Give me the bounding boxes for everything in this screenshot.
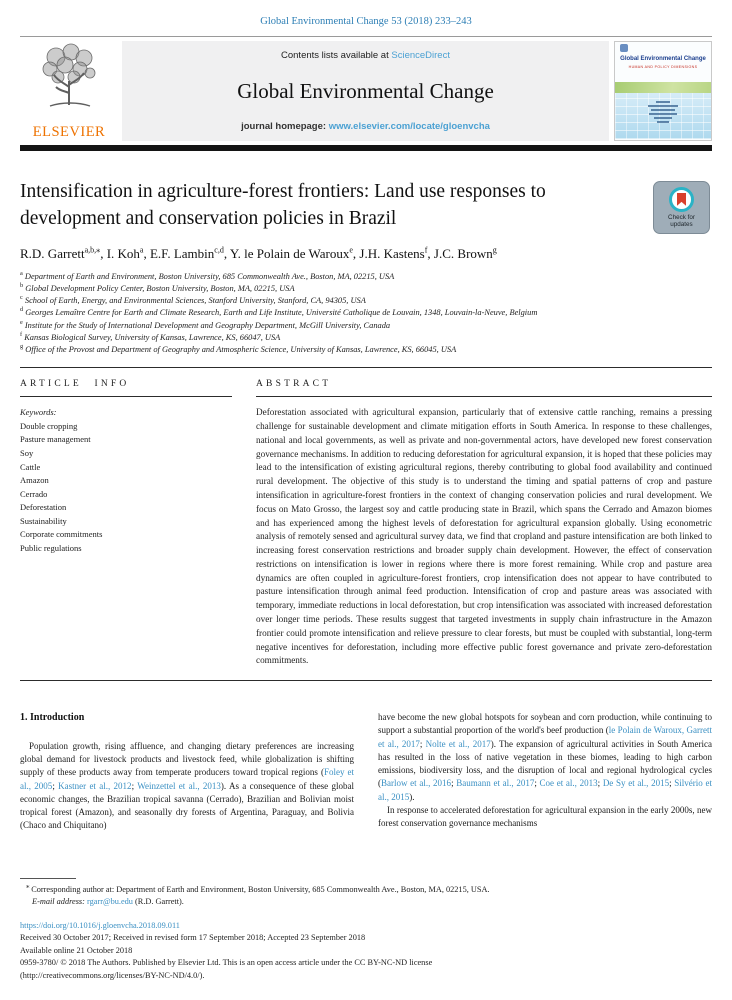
citation-link[interactable]: Barlow et al., 2016	[381, 778, 452, 789]
keyword-item: Amazon	[20, 475, 49, 486]
journal-title: Global Environmental Change	[237, 78, 494, 103]
cover-globe-art	[615, 93, 711, 139]
citation-link[interactable]: Foley et al., 2005	[20, 767, 354, 791]
check-for-updates-badge[interactable]	[653, 181, 710, 234]
license-url-line: (http://creativecommons.org/licenses/BY-NC-ND/4.0/).	[20, 970, 205, 980]
journal-masthead	[20, 41, 712, 141]
masthead-center-panel	[122, 41, 609, 141]
text-segment: Y. le Polain de Waroux	[229, 245, 350, 261]
keywords-block	[20, 406, 232, 556]
contents-prefix-text: Contents lists available at	[281, 50, 392, 61]
cover-journal-title: Global Environmental Change	[620, 56, 706, 62]
doi-history-block	[20, 920, 712, 982]
title-block	[20, 179, 712, 233]
text-segment: ). The expansion of agricultural activities in South America has resulted in the loss of native vegetation in these biomes, leading to high carbon emissions, biodiversity loss, and the disruption of local and regional hydrological cycles (	[378, 738, 712, 789]
text-segment: ;	[419, 738, 426, 749]
keyword-item: Pasture management	[20, 434, 91, 445]
text-segment: have become the new global hotspots for soybean and corn production, while continuing to support a substantial proportion of the world's beef production (	[378, 712, 712, 736]
journal-homepage-line	[130, 121, 601, 132]
keyword-item: Deforestation	[20, 502, 67, 513]
crossmark-circle-icon	[669, 187, 694, 212]
affiliation-item: $^b$ Global Development Policy Center, Boston University, Boston, MA, 02215, USA	[20, 282, 295, 293]
text-segment: a	[139, 245, 144, 255]
article-body	[20, 711, 712, 832]
cover-logo-mark	[620, 44, 628, 52]
abstract-divider	[20, 680, 712, 681]
keyword-item: Sustainability	[20, 515, 67, 526]
keywords-list	[20, 420, 232, 556]
citation-link[interactable]: Nolte et al., 2017	[425, 738, 491, 749]
abstract-column	[256, 368, 712, 668]
text-segment: e	[349, 245, 353, 255]
article-info-column	[20, 368, 232, 668]
sciencedirect-link[interactable]: ScienceDirect	[391, 50, 450, 61]
text-segment: Population growth, rising affluence, and changing dietary preferences are increasing global demand for livestock products and livestock feed, while globalization is shifting supply of these products away from temperate producers toward tropical regions (	[20, 740, 354, 778]
keyword-item: Cattle	[20, 461, 41, 472]
cover-text-placeholder	[648, 101, 678, 123]
text-segment: J.H. Kastens	[359, 245, 425, 261]
text-segment: E-mail address:	[32, 897, 87, 907]
text-segment: ,	[100, 245, 107, 261]
text-segment: ,	[223, 245, 230, 261]
citation-link[interactable]: De Sy et al., 2015	[602, 778, 670, 789]
affiliation-item: $^e$ Institute for the Study of International Development and Geography Department, McGill University, Canada	[20, 318, 391, 330]
elsevier-logo	[20, 41, 122, 141]
contents-lists-line	[130, 50, 601, 61]
body-column-right	[378, 711, 712, 832]
crossmark-bookmark-icon	[677, 193, 686, 206]
text-segment: ;	[669, 778, 675, 789]
keyword-item: Cerrado	[20, 488, 48, 499]
text-segment: f	[424, 245, 428, 255]
cover-journal-subtitle: HUMAN AND POLICY DIMENSIONS	[628, 64, 698, 69]
text-segment: Corresponding author at: Department of Earth and Environment, Boston University, 685 Commonwealth Ave., Boston, MA, 02215, USA.	[31, 884, 490, 894]
citation-link[interactable]: Coe et al., 2013	[539, 778, 598, 789]
text-segment: ;	[131, 780, 138, 791]
citation-link[interactable]: Weinzettel et al., 2013	[137, 780, 221, 791]
homepage-url-link[interactable]: www.elsevier.com/locate/gloenvcha	[328, 121, 490, 132]
citation-link[interactable]: le Polain de Waroux, Garrett et al., 2017	[378, 725, 713, 749]
elsevier-tree-icon	[38, 43, 100, 111]
keyword-item: Double cropping	[20, 420, 78, 431]
journal-citation-line: Global Environmental Change 53 (2018) 233–243	[260, 16, 472, 27]
introduction-heading: 1. Introduction	[20, 712, 85, 724]
keyword-item: Soy	[20, 447, 34, 458]
intro-paragraph-right	[378, 711, 712, 804]
text-segment: a,b,⁎	[84, 245, 101, 255]
doi-link[interactable]: https://doi.org/10.1016/j.gloenvcha.2018.09.011	[20, 920, 180, 930]
text-segment: ). As a consequence of these global economic changes, the Brazilian tropical savanna (Cerrado), Brazilian and Bolivian moist tropical forest (Amazon), and seasonally dry forests of Argentina, Paraguay, and Bolivia (Chaco and Chiquitano)	[20, 780, 354, 831]
text-segment: R.D. Garrett	[20, 245, 85, 261]
text-segment: E.F. Lambin	[149, 245, 215, 261]
text-segment: ,	[352, 245, 360, 261]
citation-link[interactable]: Silvério et al., 2015	[378, 778, 712, 802]
homepage-prefix-text: journal homepage:	[241, 121, 329, 132]
text-segment: ;	[52, 780, 59, 791]
article-info-header: ARTICLE INFO	[20, 368, 232, 397]
info-abstract-section	[20, 368, 712, 668]
text-segment: ,	[143, 245, 150, 261]
citation-link[interactable]: Kastner et al., 2012	[58, 780, 132, 791]
affiliation-item: $^f$ Kansas Biological Survey, University of Kansas, Lawrence, KS, 66047, USA	[20, 330, 281, 342]
affiliation-item: $^a$ Department of Earth and Environment, Boston University, 685 Commonwealth Ave., Boston, MA, 02215, USA	[20, 270, 395, 281]
text-segment: ).	[409, 791, 415, 802]
email-link[interactable]: rgarr@bu.edu	[87, 897, 133, 907]
authors-line	[20, 246, 712, 262]
affiliations-list	[20, 271, 712, 356]
corresponding-author-note	[20, 884, 712, 896]
keywords-label: Keywords:	[20, 407, 57, 418]
text-segment: ;	[597, 778, 603, 789]
issn-copyright-line: 0959-3780/ © 2018 The Authors. Published by Elsevier Ltd. This is an open access article under the CC BY-NC-ND license	[20, 958, 433, 968]
page-footer	[20, 878, 712, 982]
journal-cover-image[interactable]	[614, 41, 712, 141]
text-segment: (R.D. Garrett).	[132, 897, 184, 907]
article-title: Intensification in agriculture-forest frontiers: Land use responses to development and conservation policies in Brazil	[20, 181, 546, 229]
text-segment: ,	[427, 245, 434, 261]
abstract-header: ABSTRACT	[256, 368, 712, 397]
intro-paragraph-left	[20, 740, 354, 833]
keyword-item: Public regulations	[20, 543, 82, 554]
abstract-text: Deforestation associated with agricultural expansion, particularly that of extensive cattle ranching, remains a pressing challenge for sustainable development and climate mitigation efforts in South America. In response to these challenges, national and local governments, as well as private and non-governmental actors, have developed new forest conservation governance mechanisms. In addition to reducing deforestation for agricultural expansion, it is hoped that these policies may lead to the intensification of existing agricultural regions, thereby contributing to global food availability and continued rural development. The objective of this study is to understand the timing and spatial patterns of crop and pasture intensification in agriculture-forest frontiers in the context of changing conservation policies and rural development. We focus on Mato Grosso, the largest soy and cattle producing state in Brazil, which spans the Cerrado and Amazon biomes and has experienced among the highest levels of deforestation for agricultural expansion globally. Using econometric analysis of remotely sensed and agricultural survey data, we find that cropland and pasture intensification are both linked to increasing forest conservation restrictions and broader supply chain development. However, the effect of conservation restrictions on intensification is lower in regions where there is more forest remaining. While crop and pasture area dynamics are often coupled in agriculture-forest frontiers, crop intensification does not appear to have contributed to pasture intensification through animal feed production. Intensification of crop and pasture areas was associated with temporary, immediate reductions in local deforestation, but crop intensification was associated with increased deforestation over longer time periods. These results suggest that targeted investments in supply chain infrastructure in the Amazon frontier could promote intensification and relieve pressure to clear forests, but must be coupled with substantial, long-term negative incentives for deforestation, including more effective public forest governance and private zero-deforestation commitments.	[256, 407, 712, 666]
text-segment: g	[492, 245, 497, 255]
intro-paragraph-right-2: In response to accelerated deforestation for agricultural expansion in the early 2000s, new forest conservation governance mechanisms	[378, 804, 712, 829]
top-divider	[20, 36, 712, 37]
text-segment: ;	[534, 778, 540, 789]
check-updates-label: Check for updates	[668, 213, 695, 228]
footnote-divider	[20, 878, 76, 879]
affiliation-item: $^d$ Georges Lemaître Centre for Earth and Climate Research, Earth and Life Institute, Université Catholique de Louvain, 1348, Louvain-la-Neuve, Belgium	[20, 306, 538, 318]
received-dates-line: Received 30 October 2017; Received in revised form 17 September 2018; Accepted 23 September 2018	[20, 933, 366, 943]
elsevier-wordmark: ELSEVIER	[32, 124, 106, 140]
body-column-left	[20, 711, 354, 832]
cover-green-band	[615, 82, 711, 93]
citation-link[interactable]: Baumann et al., 2017	[456, 778, 535, 789]
text-segment: ⁎	[26, 883, 32, 891]
affiliation-item: $^c$ School of Earth, Energy, and Environmental Sciences, Stanford University, Stanford, CA, 94305, USA	[20, 294, 366, 306]
text-segment: J.C. Brown	[433, 245, 493, 261]
text-segment: c,d	[214, 245, 224, 255]
keyword-item: Corporate commitments	[20, 529, 103, 540]
affiliation-item: $^g$ Office of the Provost and Department of Geography and Atmospheric Science, University of Kansas, Lawrence, KS, 66045, USA	[20, 343, 457, 354]
text-segment: ;	[451, 778, 457, 789]
cover-top-panel	[615, 42, 711, 82]
text-segment: I. Koh	[106, 245, 140, 261]
masthead-black-bar	[20, 145, 712, 151]
available-online-line: Available online 21 October 2018	[20, 945, 133, 955]
email-address-line	[20, 896, 712, 908]
